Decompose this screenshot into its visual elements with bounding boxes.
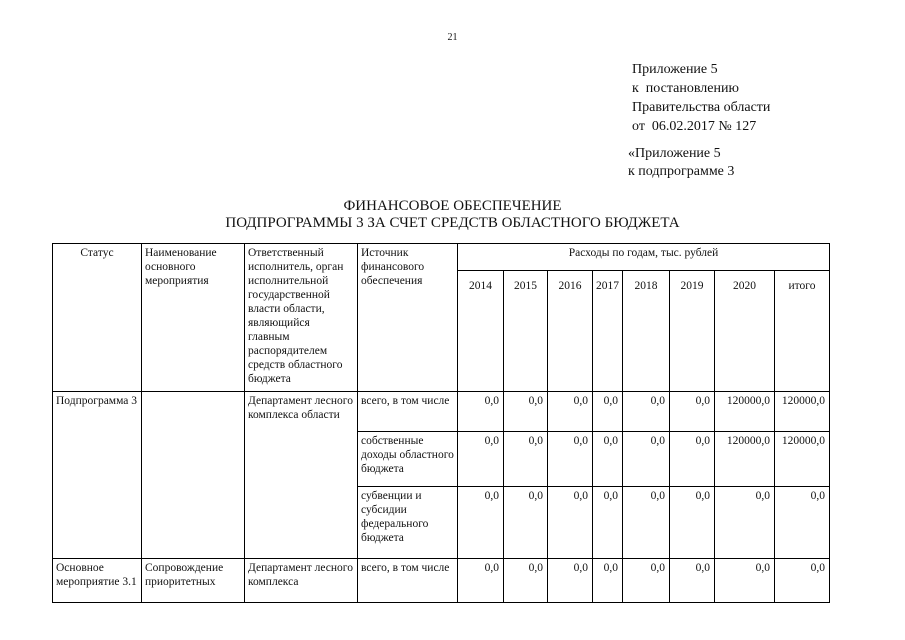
header-year: 2014	[458, 271, 504, 392]
row-status: Основное мероприятие 3.1	[53, 559, 142, 603]
row-name	[142, 392, 245, 559]
annex-reference	[632, 60, 770, 136]
annex-line: Правительства области	[632, 100, 771, 115]
cell-value: 120000,0	[715, 392, 775, 432]
table-row	[53, 392, 830, 432]
row-name: Сопровождение приоритетных	[142, 559, 245, 603]
row-source: собственные доходы областного бюджета	[358, 432, 458, 487]
financing-table	[52, 243, 830, 603]
annex-line: Приложение 5	[632, 62, 718, 77]
page-crop-edge	[0, 606, 905, 640]
annex-line: к постановлению	[632, 81, 739, 96]
annex-line: «Приложение 5	[628, 146, 721, 161]
cell-value: 0,0	[775, 487, 830, 559]
header-year: 2017	[593, 271, 623, 392]
annex-line: к подпрограмме 3	[628, 164, 735, 179]
cell-value: 0,0	[458, 432, 504, 487]
cell-value: 0,0	[548, 559, 593, 603]
cell-value: 0,0	[775, 559, 830, 603]
header-name: Наименование основного мероприятия	[142, 244, 245, 392]
header-year: 2015	[504, 271, 548, 392]
cell-value: 0,0	[623, 432, 670, 487]
cell-value: 0,0	[593, 432, 623, 487]
cell-value: 0,0	[593, 392, 623, 432]
cell-value: 120000,0	[775, 392, 830, 432]
cell-value: 120000,0	[775, 432, 830, 487]
row-source: всего, в том числе	[358, 559, 458, 603]
cell-value: 0,0	[593, 559, 623, 603]
cell-value: 0,0	[670, 392, 715, 432]
page-number: 21	[447, 32, 458, 43]
cell-value: 0,0	[458, 487, 504, 559]
cell-value: 0,0	[548, 432, 593, 487]
header-expenses: Расходы по годам, тыс. рублей	[458, 244, 830, 271]
cell-value: 0,0	[504, 487, 548, 559]
cell-value: 0,0	[504, 559, 548, 603]
row-source: всего, в том числе	[358, 392, 458, 432]
cell-value: 0,0	[670, 487, 715, 559]
header-status: Статус	[53, 244, 142, 392]
row-status: Подпрограмма 3	[53, 392, 142, 559]
header-source: Источник финансового обеспечения	[358, 244, 458, 392]
cell-value: 0,0	[670, 432, 715, 487]
header-year: 2020	[715, 271, 775, 392]
table-row	[53, 559, 830, 603]
header-executor: Ответственный исполнитель, орган исполнительной государственной власти области, являющийся главным распорядителем средств областного бюджета	[245, 244, 358, 392]
header-year: 2018	[623, 271, 670, 392]
cell-value: 0,0	[670, 559, 715, 603]
header-year: 2019	[670, 271, 715, 392]
title-line: ФИНАНСОВОЕ ОБЕСПЕЧЕНИЕ	[343, 198, 562, 214]
cell-value: 0,0	[504, 392, 548, 432]
header-total: итого	[775, 271, 830, 392]
cell-value: 0,0	[548, 487, 593, 559]
cell-value: 0,0	[623, 392, 670, 432]
annex-line: от 06.02.2017 № 127	[632, 119, 757, 134]
cell-value: 0,0	[458, 392, 504, 432]
cell-value: 0,0	[548, 392, 593, 432]
cell-value: 0,0	[623, 487, 670, 559]
cell-value: 120000,0	[715, 432, 775, 487]
row-executor: Департамент лесного комплекса области	[245, 392, 358, 559]
cell-value: 0,0	[504, 432, 548, 487]
cell-value: 0,0	[715, 487, 775, 559]
cell-value: 0,0	[593, 487, 623, 559]
cell-value: 0,0	[715, 559, 775, 603]
row-source: субвенции и субсидии федерального бюджета	[358, 487, 458, 559]
header-year: 2016	[548, 271, 593, 392]
cell-value: 0,0	[623, 559, 670, 603]
cell-value: 0,0	[458, 559, 504, 603]
subprogram-annex-reference	[628, 145, 734, 181]
row-executor: Департамент лесного комплекса	[245, 559, 358, 603]
document-title	[0, 198, 905, 232]
title-line: ПОДПРОГРАММЫ 3 ЗА СЧЕТ СРЕДСТВ ОБЛАСТНОГО БЮДЖЕТА	[225, 215, 680, 231]
